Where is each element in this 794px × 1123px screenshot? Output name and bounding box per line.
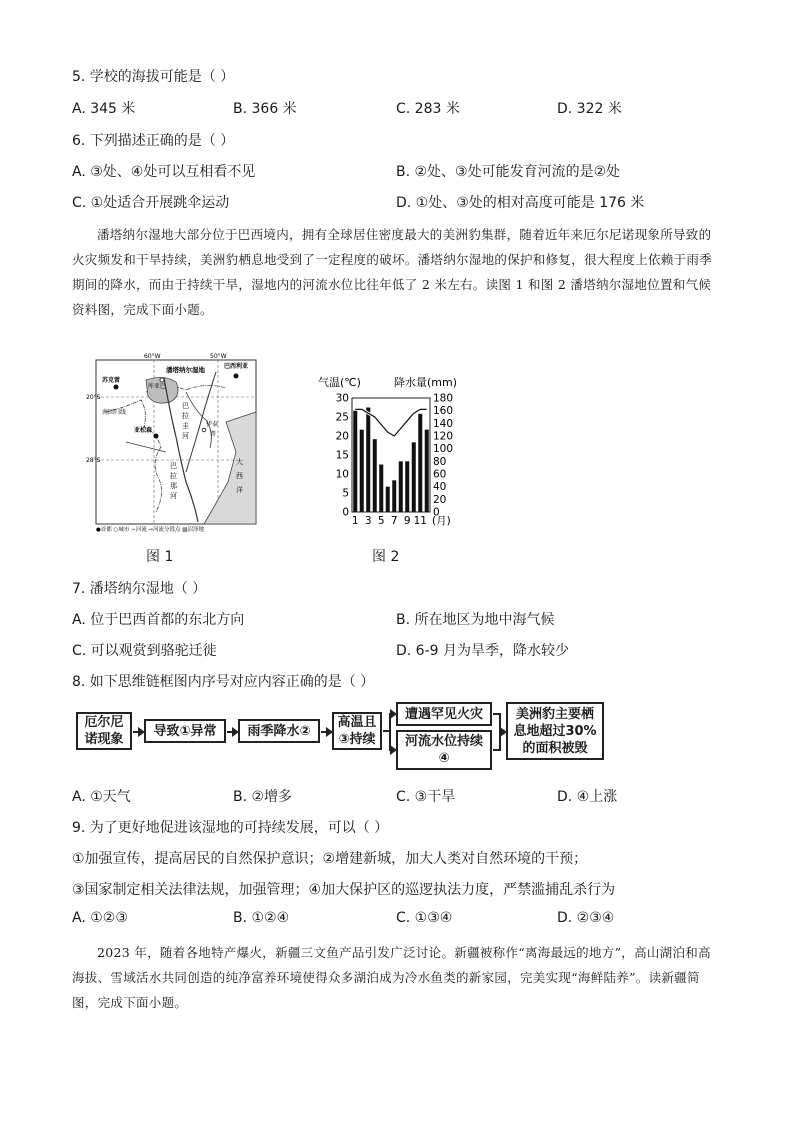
left-tick-label-3: 15 xyxy=(335,449,349,462)
map-label-itaipu: 伊泰 xyxy=(206,421,219,428)
precip-bar-11 xyxy=(418,414,422,512)
q5-option-c: C. 283 米 xyxy=(396,101,460,117)
map-svg xyxy=(86,352,266,532)
map-label-river3: 圭 xyxy=(182,422,189,430)
q9-statement-line1: ①加强宣传，提高居民的自然保护意识；②增建新城，加大人类对自然环境的干预； xyxy=(72,851,588,867)
flow-box-fire: 遭遇罕见火灾 xyxy=(396,702,492,726)
x-tick-label-7: 7 xyxy=(390,515,398,527)
flow-arrow-4b xyxy=(390,749,395,751)
left-tick-label-0: 0 xyxy=(342,506,349,519)
left-tick-label-5: 25 xyxy=(335,411,349,424)
right-tick-label-6: 120 xyxy=(433,430,454,443)
q9-option-b: B. ①②④ xyxy=(233,910,290,926)
q6-option-a: A. ③处、④处可以互相看不见 xyxy=(72,164,256,180)
q6-option-c: C. ①处适合开展跳伞运动 xyxy=(72,195,230,211)
left-tick-label-6: 30 xyxy=(335,392,349,405)
map-label-cuiaba: 库亚巴 xyxy=(148,383,167,390)
q5-option-a: A. 345 米 xyxy=(72,101,136,117)
q8-stem: 8. 如下思维链框图内序号对应内容正确的是（ ） xyxy=(72,674,375,690)
q8-option-a: A. ①天气 xyxy=(72,789,131,805)
figure1-map xyxy=(86,352,266,532)
flow-arrow-5 xyxy=(500,731,505,733)
left-tick-label-4: 20 xyxy=(335,430,349,443)
flow-arrow-4a xyxy=(390,713,395,715)
map-lon-50w: 50°W xyxy=(210,353,227,360)
figure2-caption: 图 2 xyxy=(372,549,400,565)
q6-option-d: D. ①处、③处的相对高度可能是 176 米 xyxy=(396,195,645,211)
map-lon-60w: 60°W xyxy=(144,353,161,360)
flow-box-water xyxy=(396,730,492,770)
map-label-parana3: 那 xyxy=(170,482,177,490)
q8-option-c: C. ③干旱 xyxy=(396,789,456,805)
flow-arrow-1 xyxy=(133,731,143,733)
q6-stem: 6. 下列描述正确的是（ ） xyxy=(72,133,235,149)
map-label-parana4: 河 xyxy=(170,492,177,500)
chart-right-axis-title: 降水量(mm) xyxy=(394,376,458,389)
x-tick-label-9: 9 xyxy=(403,515,411,527)
map-label-parana2: 拉 xyxy=(170,472,177,480)
q9-stem: 9. 为了更好地促进该湿地的可持续发展，可以（ ） xyxy=(72,820,389,836)
flow-box-elnino-line1: 厄尔尼 xyxy=(84,715,124,730)
precip-bar-10 xyxy=(412,442,416,512)
right-tick-label-9: 180 xyxy=(433,392,454,405)
right-tick-label-0: 0 xyxy=(433,506,440,519)
map-legend: ●首都 ○城市 ∼河流 ⊸河流分段点 ▨沼泽地 xyxy=(96,527,205,532)
x-tick-label-11: 11 xyxy=(413,515,427,527)
right-tick-label-5: 100 xyxy=(433,443,454,456)
flow-box-result-line1: 美洲豹主要栖 xyxy=(515,706,594,722)
flow-arrow-3 xyxy=(321,731,331,733)
passage-pantanal xyxy=(72,222,722,322)
right-tick-label-4: 80 xyxy=(433,455,447,468)
flow-box-water-line2: ④ xyxy=(438,751,450,766)
flow-box-elnino xyxy=(76,712,132,750)
q7-option-a: A. 位于巴西首都的东北方向 xyxy=(72,612,245,628)
precip-bar-1 xyxy=(353,411,357,512)
precip-bar-2 xyxy=(360,430,364,512)
map-label-brasilia: 巴西利亚 xyxy=(224,363,249,370)
map-label-parana1: 巴 xyxy=(170,462,177,470)
map-lat-28s: 28°S xyxy=(86,457,101,464)
precip-bar-9 xyxy=(405,461,409,512)
flow-box-result-line3: 的面积被毁 xyxy=(522,740,588,756)
flow-box-heat xyxy=(332,712,382,750)
map-label-ocean3: 洋 xyxy=(236,486,243,494)
right-tick-label-8: 160 xyxy=(433,405,454,418)
right-tick-label-7: 140 xyxy=(433,417,454,430)
flow-box-cause: 导致①异常 xyxy=(144,719,226,743)
right-tick-label-3: 60 xyxy=(433,468,447,481)
q9-option-a: A. ①②③ xyxy=(72,910,128,926)
temperature-line-halo xyxy=(355,409,427,436)
map-label-river4: 河 xyxy=(182,432,189,440)
map-label-itaipu2: 普 xyxy=(210,431,217,438)
flow-box-result xyxy=(506,702,604,760)
q5-option-b: B. 366 米 xyxy=(233,101,297,117)
chart-left-axis-title: 气温(℃) xyxy=(318,376,361,389)
flow-box-heat-line1: 高温且 xyxy=(337,715,377,730)
figure1-caption: 图 1 xyxy=(146,549,174,565)
passage-xinjiang-text: 2023 年，随着各地特产爆火，新疆三文鱼产品引发广泛讨论。新疆被称作“离海最远的地方”，高山湖泊和高海拔、雪域活水共同创造的纯净富养环境使得众多湖泊成为冷水鱼类的新家园，完美实现“海鲜陆养”。读新疆简图，完成下面小题。 xyxy=(72,945,711,1010)
precip-bar-4 xyxy=(373,439,377,512)
q6-option-b: B. ②处、③处可能发育河流的是②处 xyxy=(396,164,621,180)
right-tick-label-2: 40 xyxy=(433,481,447,494)
q7-option-d: D. 6-9 月为旱季，降水较少 xyxy=(396,643,569,659)
flow-box-water-line1: 河流水位持续 xyxy=(404,734,483,749)
flow-box-result-line2: 息地超过30% xyxy=(513,723,597,739)
q8-option-b: B. ②增多 xyxy=(233,789,293,805)
figure2-climate-chart xyxy=(318,374,468,530)
q9-option-d: D. ②③④ xyxy=(557,910,615,926)
x-tick-label-3: 3 xyxy=(364,515,372,527)
precip-bar-8 xyxy=(399,461,403,512)
passage-xinjiang xyxy=(72,940,722,1015)
precip-bar-6 xyxy=(386,487,390,512)
map-label-ocean2: 西 xyxy=(236,472,243,480)
q7-option-b: B. 所在地区为地中海气候 xyxy=(396,612,555,628)
right-tick-label-1: 20 xyxy=(433,493,447,506)
flow-arrow-2 xyxy=(227,731,237,733)
q9-option-c: C. ①③④ xyxy=(396,910,453,926)
flow-box-rain: 雨季降水② xyxy=(238,719,320,743)
precip-bar-12 xyxy=(425,430,429,512)
map-label-river1: 巴 xyxy=(182,402,189,410)
precip-bar-5 xyxy=(379,465,383,513)
left-tick-label-2: 10 xyxy=(335,468,349,481)
x-tick-label-5: 5 xyxy=(377,515,385,527)
q5-stem: 5. 学校的海拔可能是（ ） xyxy=(72,69,235,85)
map-label-asuncion: 亚松森 xyxy=(134,427,153,434)
flow-box-elnino-line2: 诺现象 xyxy=(84,732,124,747)
map-label-tropic: 南回归线 xyxy=(102,409,127,416)
q8-option-d: D. ④上涨 xyxy=(557,789,618,805)
map-lat-20s: 20°S xyxy=(86,394,101,401)
map-label-ocean1: 大 xyxy=(236,458,243,466)
q7-stem: 7. 潘塔纳尔湿地（ ） xyxy=(72,581,207,597)
q7-option-c: C. 可以观赏到骆驼迁徙 xyxy=(72,643,217,659)
precip-bar-7 xyxy=(392,480,396,512)
climate-chart-svg xyxy=(318,374,468,530)
map-label-wetland: 潘塔纳尔湿地 xyxy=(166,366,205,374)
passage-pantanal-text: 潘塔纳尔湿地大部分位于巴西境内，拥有全球居住密度最大的美洲豹集群，随着近年来厄尔尼诺现象所导致的火灾频发和干旱持续，美洲豹栖息地受到了一定程度的破坏。潘塔纳尔湿地的保护和修复，很大程度上依赖于雨季期间的降水，而由于持续干旱，湿地内的河流水位比往年低了 2 米左右。读图 1 和图 2 潘塔纳尔湿地位置和气候资料图，完成下面小题。 xyxy=(72,227,713,317)
left-tick-label-1: 5 xyxy=(342,487,349,500)
map-label-sucre: 苏克雷 xyxy=(102,377,121,384)
precip-bar-3 xyxy=(366,408,370,513)
x-tick-label-1: 1 xyxy=(351,515,359,527)
q9-statement-line2: ③国家制定相关法律法规，加强管理；④加大保护区的巡逻执法力度，严禁滥捕乱杀行为 xyxy=(72,882,616,898)
flow-box-heat-line2: ③持续 xyxy=(338,732,376,747)
x-unit-label: (月) xyxy=(432,515,451,527)
q5-option-d: D. 322 米 xyxy=(557,101,622,117)
map-label-river2: 拉 xyxy=(182,412,189,420)
